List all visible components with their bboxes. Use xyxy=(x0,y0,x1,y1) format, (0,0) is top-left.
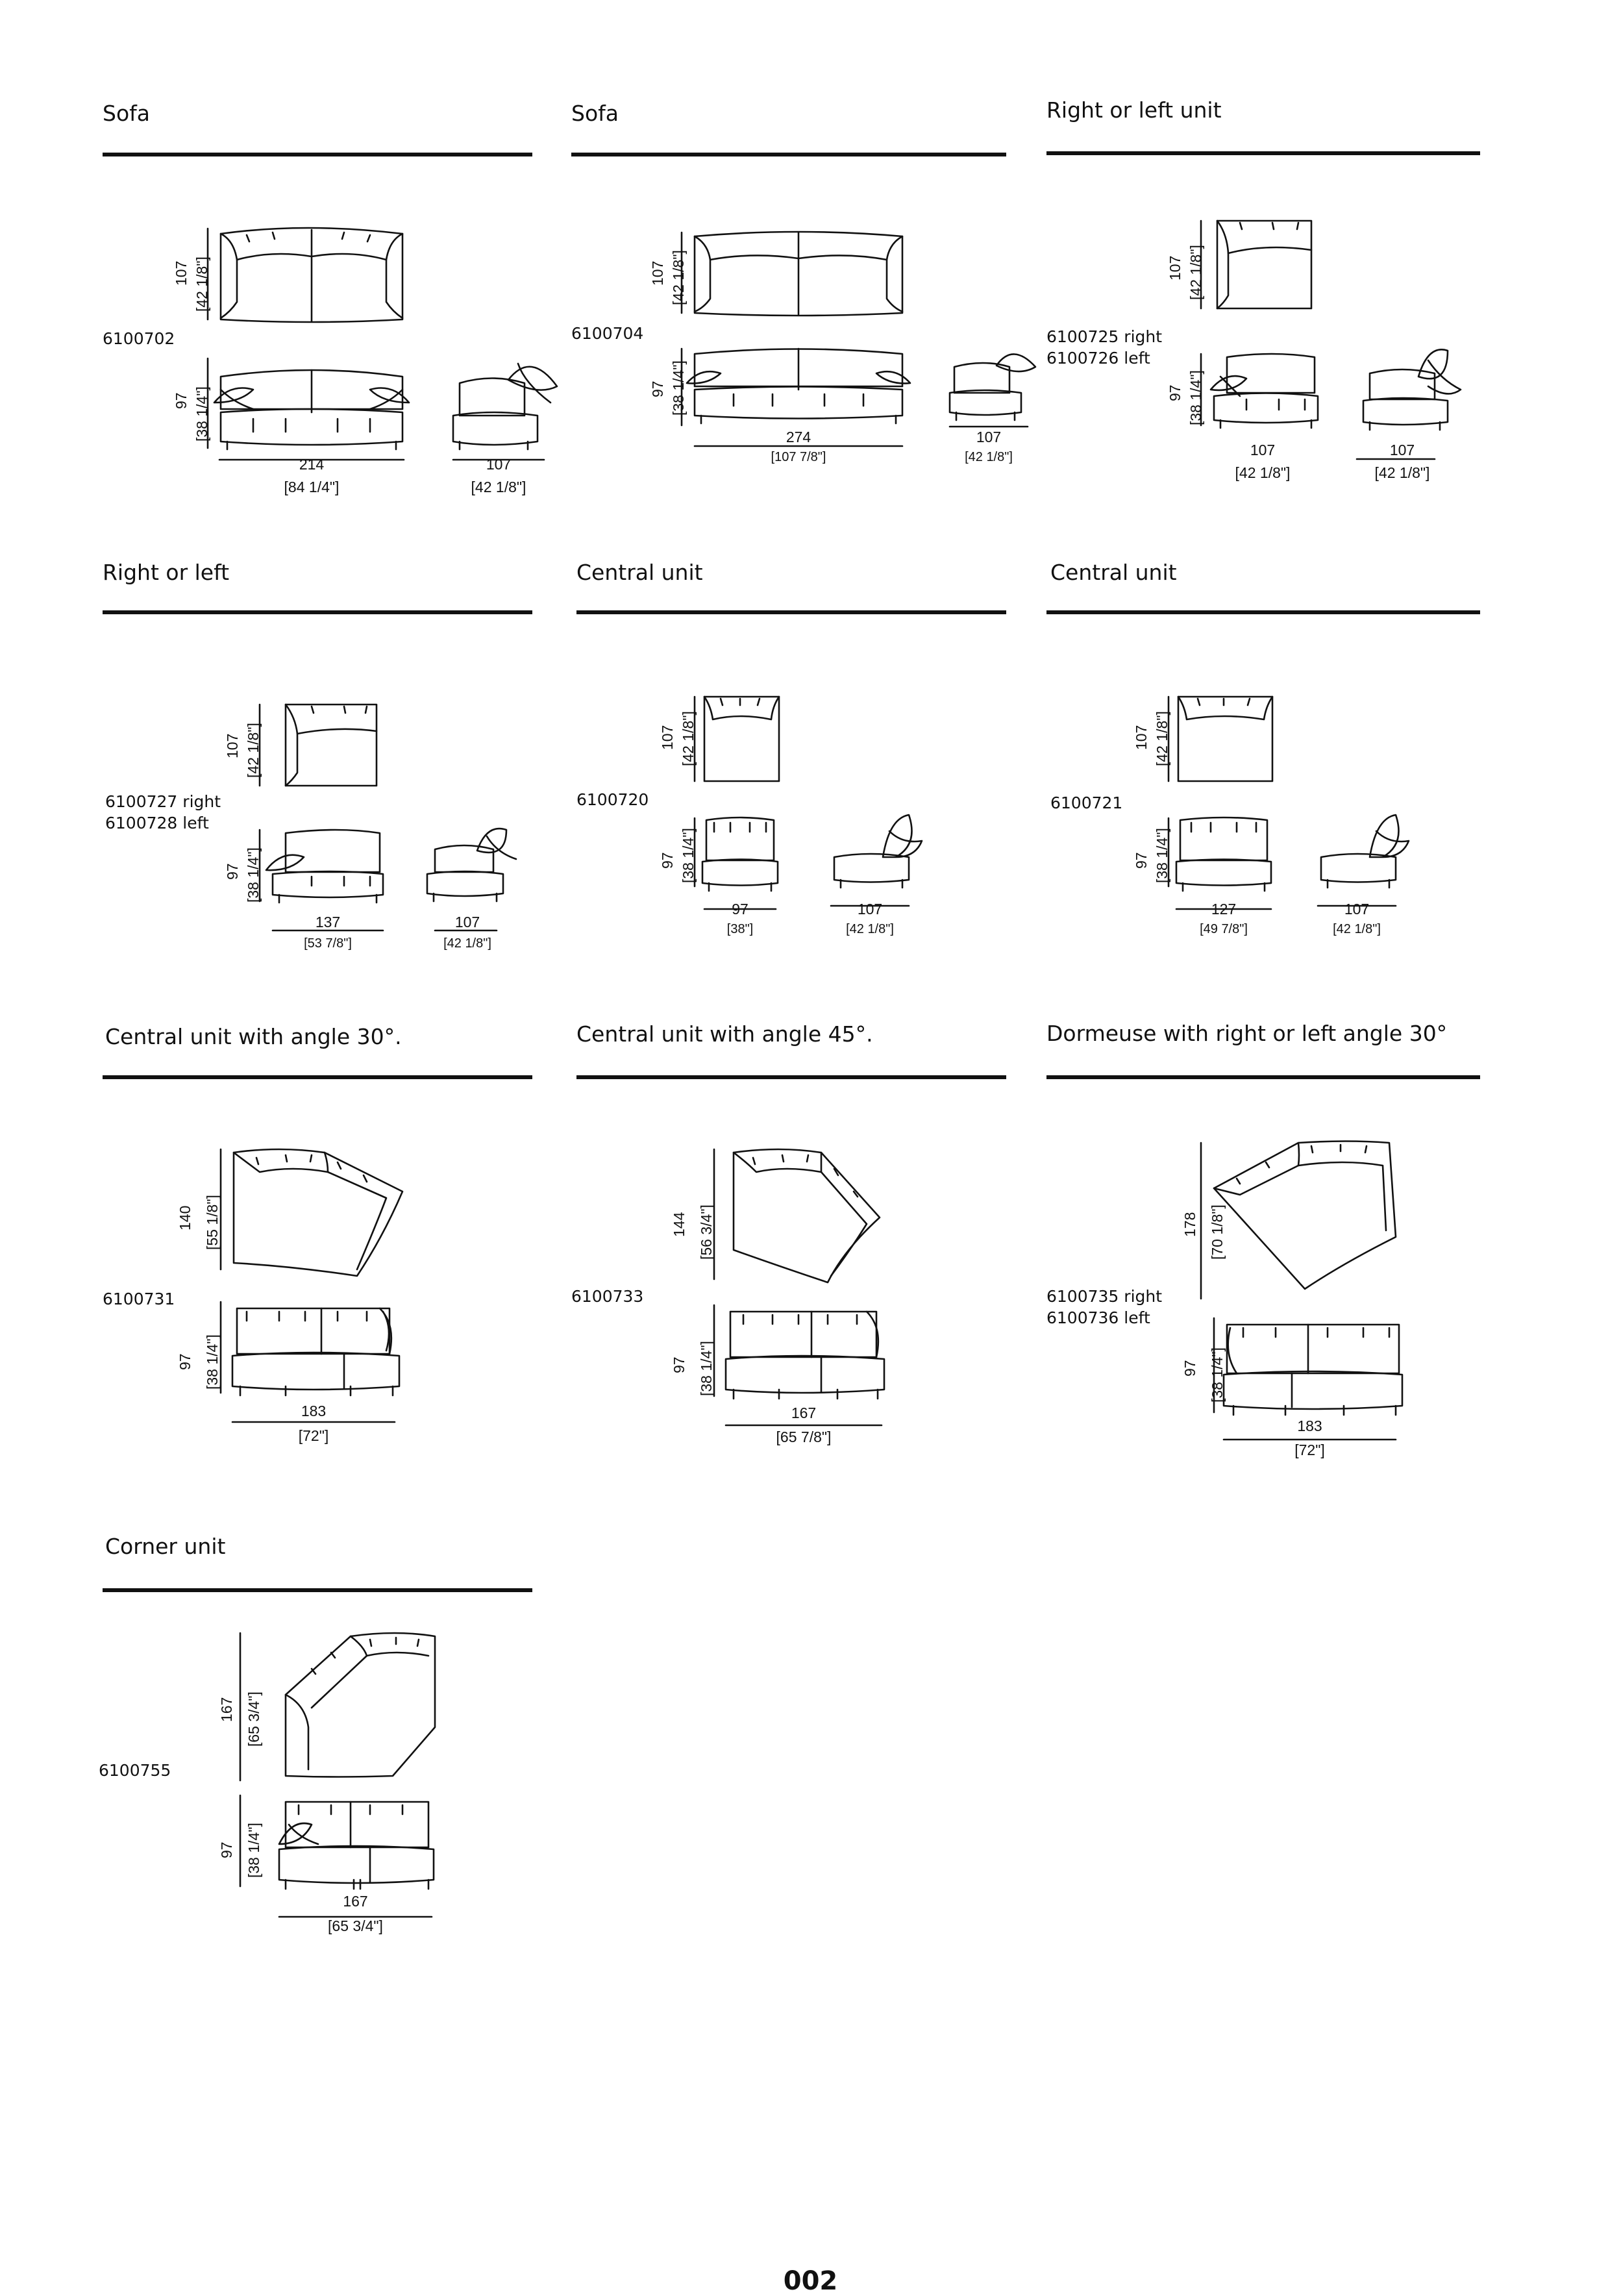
plan-depth-in: [42 1/8"] xyxy=(193,256,210,312)
front-width-in: [49 7/8"] xyxy=(1200,922,1248,936)
plan-depth-cm: 144 xyxy=(671,1212,687,1237)
front-width-in: [42 1/8"] xyxy=(1235,464,1291,481)
section-title: Central unit xyxy=(576,560,703,585)
front-width-in: [65 7/8"] xyxy=(776,1429,832,1445)
product-code: 6100733 xyxy=(571,1287,644,1306)
front-width-cm: 274 xyxy=(786,429,811,445)
front-view-drawing xyxy=(695,815,786,912)
section-title: Right or left unit xyxy=(1046,97,1222,123)
plan-view-drawing xyxy=(221,1146,409,1276)
front-height-in: [38 1/4"] xyxy=(193,386,210,442)
product-code: 6100755 xyxy=(99,1761,171,1780)
front-view-drawing xyxy=(1201,347,1318,438)
plan-view-drawing xyxy=(695,693,786,784)
side-width-in: [42 1/8"] xyxy=(471,479,526,495)
product-code: 6100727 right xyxy=(105,792,221,811)
front-view-drawing xyxy=(1169,815,1279,912)
front-width-in: [72"] xyxy=(298,1427,329,1444)
side-width-in: [42 1/8"] xyxy=(1374,464,1430,481)
side-width-in: [42 1/8"] xyxy=(443,936,491,951)
section-rule xyxy=(103,153,532,156)
front-width-in: [53 7/8"] xyxy=(304,936,352,951)
section-title: Corner unit xyxy=(105,1534,226,1559)
front-width-cm: 167 xyxy=(791,1404,817,1421)
front-height-in: [38 1/4"] xyxy=(1154,828,1170,883)
product-code: 6100735 right xyxy=(1046,1287,1163,1306)
front-width-cm: 137 xyxy=(315,914,341,930)
section-title: Central unit with angle 30°. xyxy=(105,1024,402,1049)
section-title: Central unit xyxy=(1050,560,1177,585)
section-rule xyxy=(576,610,1006,614)
front-width-cm: 107 xyxy=(1250,442,1276,458)
plan-view-drawing xyxy=(260,701,390,792)
section-rule xyxy=(103,1588,532,1592)
product-code: 6100702 xyxy=(103,329,175,348)
side-view-drawing xyxy=(422,823,526,908)
plan-view-drawing xyxy=(240,1630,435,1786)
side-view-drawing xyxy=(1311,812,1422,909)
front-view-drawing xyxy=(208,351,415,455)
plan-depth-cm: 107 xyxy=(1133,725,1150,750)
side-view-drawing xyxy=(824,812,935,909)
section-rule xyxy=(103,610,532,614)
side-width-cm: 107 xyxy=(976,429,1002,445)
front-width-in: [38"] xyxy=(726,922,754,936)
plan-depth-in: [55 1/8"] xyxy=(204,1195,221,1250)
plan-depth-cm: 107 xyxy=(224,733,241,758)
section-rule xyxy=(1046,151,1480,155)
front-height-cm: 97 xyxy=(649,381,666,397)
page-number: 002 xyxy=(783,2266,838,2296)
plan-depth-in: [42 1/8"] xyxy=(670,250,687,305)
front-height-in: [38 1/4"] xyxy=(680,828,697,883)
front-height-in: [38 1/4"] xyxy=(1187,370,1204,425)
plan-depth-cm: 107 xyxy=(1167,255,1183,281)
side-view-drawing xyxy=(447,357,563,448)
front-height-cm: 97 xyxy=(671,1356,687,1373)
section-title: Sofa xyxy=(571,101,619,126)
section-rule xyxy=(576,1075,1006,1079)
front-height-cm: 97 xyxy=(173,392,190,409)
side-width-in: [42 1/8"] xyxy=(965,450,1013,464)
plan-depth-cm: 140 xyxy=(177,1205,193,1230)
front-height-cm: 97 xyxy=(177,1353,193,1370)
section-rule xyxy=(103,1075,532,1079)
section-title: Central unit with angle 45°. xyxy=(576,1021,873,1047)
front-height-in: [38 1/4"] xyxy=(1209,1347,1226,1403)
front-height-in: [38 1/4"] xyxy=(245,1823,262,1878)
product-code: 6100721 xyxy=(1050,793,1123,812)
side-width-in: [42 1/8"] xyxy=(1333,922,1381,936)
section-rule xyxy=(1046,610,1480,614)
front-width-in: [72"] xyxy=(1294,1441,1325,1458)
front-height-cm: 97 xyxy=(659,852,676,869)
product-code: 6100728 left xyxy=(105,814,209,832)
section-title: Dormeuse with right or left angle 30° xyxy=(1046,1021,1448,1046)
plan-view-drawing xyxy=(208,221,415,331)
plan-depth-cm: 107 xyxy=(649,260,666,286)
section-rule xyxy=(1046,1075,1480,1079)
product-code: 6100725 right xyxy=(1046,327,1163,346)
front-width-in: [65 3/4"] xyxy=(328,1917,383,1934)
front-height-in: [38 1/4"] xyxy=(245,847,262,903)
front-height-cm: 97 xyxy=(1167,384,1183,401)
section-title: Right or left xyxy=(103,560,230,585)
front-width-in: [84 1/4"] xyxy=(284,479,340,495)
plan-view-drawing xyxy=(1201,1140,1402,1302)
front-height-in: [38 1/4"] xyxy=(670,360,687,416)
product-code: 6100736 left xyxy=(1046,1308,1150,1327)
side-width-cm: 107 xyxy=(1389,442,1415,458)
front-height-cm: 97 xyxy=(1182,1360,1198,1377)
plan-depth-cm: 167 xyxy=(218,1697,235,1722)
front-width-cm: 127 xyxy=(1211,901,1237,917)
side-width-cm: 107 xyxy=(857,901,883,917)
side-width-in: [42 1/8"] xyxy=(846,922,894,936)
plan-view-drawing xyxy=(1169,693,1279,784)
side-view-drawing xyxy=(945,347,1042,425)
front-height-cm: 97 xyxy=(1133,852,1150,869)
front-width-cm: 183 xyxy=(1297,1417,1322,1434)
section-title: Sofa xyxy=(103,101,150,126)
front-height-cm: 97 xyxy=(224,863,241,880)
front-width-cm: 183 xyxy=(301,1403,327,1419)
side-width-cm: 107 xyxy=(486,456,512,473)
front-view-drawing xyxy=(1214,1315,1409,1458)
plan-depth-in: [65 3/4"] xyxy=(245,1691,262,1747)
front-width-cm: 97 xyxy=(732,901,749,917)
plan-view-drawing xyxy=(714,1146,889,1289)
side-width-cm: 107 xyxy=(1344,901,1370,917)
plan-view-drawing xyxy=(1201,218,1318,315)
front-height-in: [38 1/4"] xyxy=(204,1334,221,1390)
front-width-cm: 167 xyxy=(343,1893,368,1910)
front-height-in: [38 1/4"] xyxy=(698,1341,715,1396)
plan-depth-in: [56 3/4"] xyxy=(698,1204,715,1260)
plan-depth-in: [42 1/8"] xyxy=(680,711,697,766)
front-view-drawing xyxy=(260,823,390,914)
plan-depth-cm: 107 xyxy=(659,725,676,750)
plan-depth-in: [42 1/8"] xyxy=(1154,711,1170,766)
plan-depth-cm: 178 xyxy=(1182,1212,1198,1237)
plan-view-drawing xyxy=(682,227,915,318)
product-code: 6100726 left xyxy=(1046,349,1150,368)
side-width-cm: 107 xyxy=(454,914,480,930)
plan-depth-in: [42 1/8"] xyxy=(1187,245,1204,300)
front-height-cm: 97 xyxy=(218,1841,235,1858)
product-code: 6100720 xyxy=(576,790,649,809)
section-rule xyxy=(571,153,1006,156)
product-code: 6100731 xyxy=(103,1290,175,1308)
plan-depth-in: [70 1/8"] xyxy=(1209,1204,1226,1260)
product-code: 6100704 xyxy=(571,324,644,343)
front-width-in: [107 7/8"] xyxy=(771,450,826,464)
plan-depth-cm: 107 xyxy=(173,260,190,286)
plan-depth-in: [42 1/8"] xyxy=(245,723,262,778)
front-width-cm: 214 xyxy=(299,456,325,473)
